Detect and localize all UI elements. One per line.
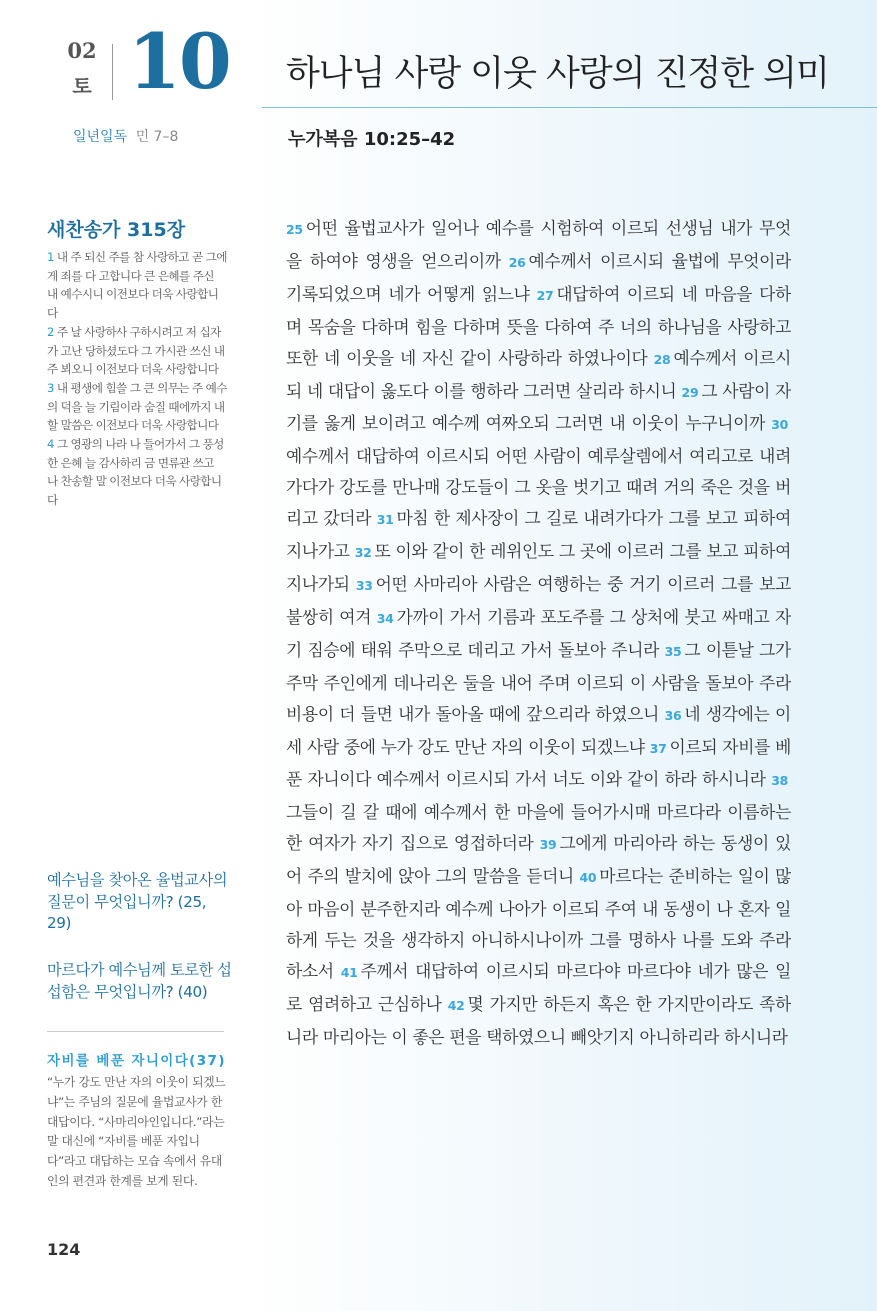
- note-title: 자비를 베푼 자니이다(37): [47, 1053, 226, 1069]
- header-month: 02: [67, 38, 97, 63]
- title-underline: [262, 107, 877, 108]
- hymn-verse: [47, 379, 227, 435]
- hymn-title: 새찬송가 315장: [47, 219, 186, 241]
- verse-text: 또 이와 같이 한 레위인도 그 곳에 이르러 그를 보고 피하여 지나가되: [286, 541, 791, 594]
- question-2: 마르다가 예수님께 토로한 섭섭함은 무엇입니까? (40): [47, 961, 232, 1001]
- verse-text: 어떤 율법교사가 일어나 예수를 시험하여 이르되 선생님 내가 무엇을 하여야 영생을 얻으리이까: [286, 218, 791, 271]
- hymn-verse-number: 1: [47, 250, 54, 264]
- verse-number: 26: [508, 254, 526, 270]
- page-number: 124: [47, 1240, 81, 1259]
- verse-number: 36: [664, 707, 682, 723]
- verse-text: 그 사람이 자기를 옳게 보이려고 예수께 여짜오되 그러면 내 이웃이 누구니이까: [286, 380, 791, 434]
- commentary-note: [47, 1049, 227, 1192]
- verse-number: 35: [664, 643, 682, 659]
- header-day: 10: [128, 17, 230, 106]
- hymn-verse-number: 2: [47, 324, 54, 339]
- verse-number: 38: [771, 773, 788, 789]
- verse-number: 41: [340, 964, 358, 980]
- verse-text: 그 이튿날 그가 주막 주인에게 데나리온 둘을 내어 주며 이르되 이 사람을 돌보아 주라 비용이 더 들면 내가 돌아올 때에 갚으리라 하였으니: [286, 639, 791, 724]
- verse-text: 가까이 가서 기름과 포도주를 그 상처에 붓고 싸매고 자기 짐승에 태워 주막으로 데리고 가서 돌보아 주니라: [286, 606, 791, 660]
- verse-text: 대답하여 이르되 네 마음을 다하며 목숨을 다하며 힘을 다하며 뜻을 다하여 주 너의 하나님을 사랑하고 또한 네 이웃을 네 자신 같이 사랑하라 하였나이다: [286, 283, 791, 368]
- reading-plan: [73, 126, 178, 146]
- header-divider: [112, 44, 113, 100]
- verse-text: 어떤 사마리아 사람은 여행하는 중 거기 이르러 그를 보고 불쌍히 여겨: [286, 573, 791, 627]
- header-day-of-week: 토: [72, 74, 92, 98]
- verse-number: 28: [653, 351, 671, 367]
- hymn-verse-text: 그 영광의 나라 나 들어가서 그 풍성한 은혜 늘 감사하리 금 면류관 쓰고 나 찬송할 말 이전보다 더욱 사랑합니다: [47, 437, 224, 508]
- verse-number: 29: [681, 384, 699, 400]
- hymn-verse-number: 4: [47, 437, 54, 452]
- hymn-verse: [47, 248, 227, 323]
- verse-text: 몇 가지만 하든지 혹은 한 가지만이라도 족하니라 마리아는 이 좋은 편을 택하였으니 빼앗기지 아니하리라 하시니라: [286, 993, 791, 1047]
- hymn-verse-text: 주 날 사랑하사 구하시려고 저 십자가 고난 당하셨도다 그 가시관 쓰신 내 주 뵈오니 이전보다 더욱 사랑합니다: [47, 324, 225, 377]
- verse-text: 그들이 길 갈 때에 예수께서 한 마을에 들어가시매 마르다라 이름하는 한 여자가 자기 집으로 영접하더라: [286, 802, 791, 854]
- verse-text: 이르되 자비를 베푼 자니이다 예수께서 이르시되 가서 너도 이와 같이 하라 하시니라: [286, 736, 791, 790]
- hymn-sidebar: [47, 215, 227, 510]
- note-body: “누가 강도 만난 자의 이웃이 되겠느냐”는 주님의 질문에 율법교사가 한 대답이다. “사마리아인입니다.”라는 말 대신에 “자비를 베푼 자입니다”라고 대답하는 모습 속에서 유대인의 편견과 한계를 보게 된다.: [47, 1075, 226, 1188]
- verse-number: 27: [536, 287, 554, 303]
- verse-number: 31: [376, 512, 394, 528]
- verse-number: 34: [376, 610, 394, 626]
- verse-number: 33: [355, 577, 373, 593]
- verse-number: 42: [447, 997, 465, 1013]
- hymn-verse: [47, 435, 227, 510]
- verse-number: 40: [579, 870, 597, 886]
- scripture-passage: [286, 213, 791, 1123]
- page-title: 하나님 사랑 이웃 사랑의 진정한 의미: [286, 54, 829, 94]
- hymn-verse-text: 내 평생에 힘쓸 그 큰 의무는 주 예수의 덕을 늘 기림이라 숨질 때에까지 내 할 말씀은 이전보다 더욱 사랑합니다: [47, 380, 227, 433]
- hymn-verse: [47, 323, 227, 379]
- reading-plan-label: 일년일독: [73, 129, 128, 145]
- hymn-verse-number: 3: [47, 380, 54, 395]
- verse-number: 32: [354, 545, 372, 561]
- verse-number: 37: [649, 740, 667, 756]
- verse-text: 마르다는 준비하는 일이 많아 마음이 분주한지라 예수께 나아가 이르되 주여 내 동생이 나 혼자 일하게 두는 것을 생각하지 아니하시나이까 그를 명하사 나를 도와 주라 하소서: [286, 866, 791, 981]
- question-1: 예수님을 찾아온 율법교사의 질문이 무엇입니까? (25, 29): [47, 871, 228, 932]
- reading-plan-reference: 민 7–8: [135, 129, 179, 145]
- verse-text: 마침 한 제사장이 그 길로 내려가다가 그를 보고 피하여 지나가고: [286, 508, 791, 562]
- verse-text: 예수께서 이르시되 네 대답이 옳도다 이를 행하라 그러면 살리라 하시니: [286, 347, 791, 401]
- verse-number: 39: [539, 837, 557, 853]
- sidebar-divider: [47, 1031, 224, 1032]
- verse-number: 25: [286, 222, 303, 237]
- verse-text: 예수께서 이르시되 율법에 무엇이라 기록되었으며 네가 어떻게 읽느냐: [286, 250, 791, 304]
- verse-text: 주께서 대답하여 이르시되 마르다야 마르다야 네가 많은 일로 염려하고 근심하나: [286, 960, 791, 1014]
- verse-text: 그에게 마리아라 하는 동생이 있어 주의 발치에 앉아 그의 말씀을 듣더니: [286, 833, 791, 887]
- verse-text: 예수께서 대답하여 이르시되 어떤 사람이 예루살렘에서 여리고로 내려가다가 강도를 만나매 강도들이 그 옷을 벗기고 때려 거의 죽은 것을 버리고 갔더라: [286, 446, 791, 529]
- hymn-verse-text: 내 주 되신 주를 참 사랑하고 곧 그에게 죄를 다 고합니다 큰 은혜를 주신 내 예수시니 이전보다 더욱 사랑합니다: [47, 250, 227, 321]
- verse-text: 네 생각에는 이 세 사람 중에 누가 강도 만난 자의 이웃이 되겠느냐: [286, 703, 791, 757]
- scripture-reference: 누가복음 10:25–42: [288, 129, 456, 150]
- verse-number: 30: [771, 417, 788, 433]
